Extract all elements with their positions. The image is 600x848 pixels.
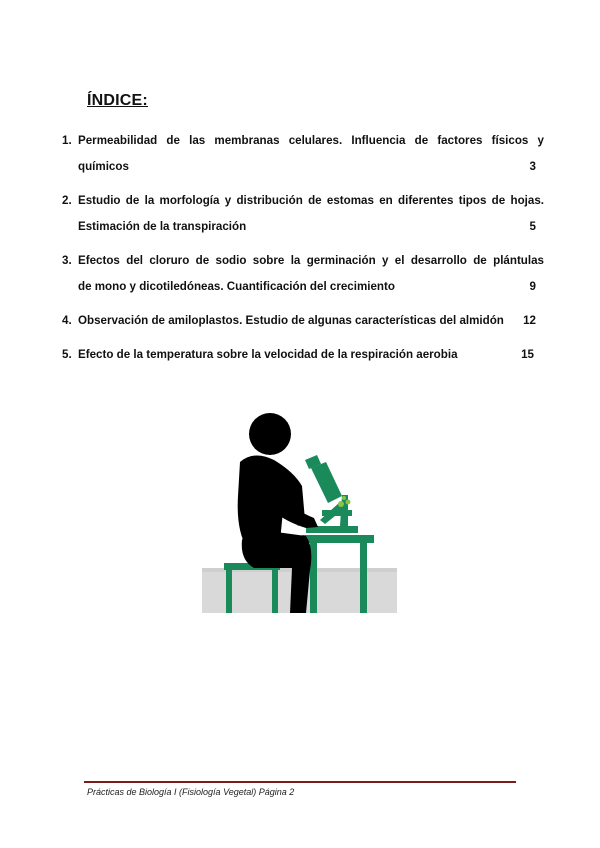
person-with-microscope-icon	[202, 400, 397, 613]
toc-page-number: 12	[523, 314, 536, 327]
toc-title-line1: Efecto de la temperatura sobre la velocidad de la respiración aerobia	[78, 348, 458, 361]
toc-number: 2.	[62, 194, 72, 207]
footer-rule	[84, 781, 516, 783]
toc-entry-1[interactable]	[62, 128, 544, 180]
toc-title-line1: Permeabilidad de las membranas celulares. Influencia de factores físicos y	[78, 134, 544, 147]
toc-page-number: 9	[529, 280, 536, 293]
toc-title-line2: de mono y dicotiledóneas. Cuantificación del crecimiento	[78, 280, 395, 293]
toc-title-line2: químicos	[78, 160, 129, 173]
toc-entry-3[interactable]	[62, 248, 544, 300]
toc-title-line1: Estudio de la morfología y distribución de estomas en diferentes tipos de hojas.	[78, 194, 544, 207]
table-of-contents	[62, 128, 544, 376]
toc-number: 1.	[62, 134, 72, 147]
toc-number: 5.	[62, 348, 72, 361]
toc-title-line1: Efectos del cloruro de sodio sobre la germinación y el desarrollo de plántulas	[78, 254, 544, 267]
toc-number: 4.	[62, 314, 72, 327]
index-heading: ÍNDICE:	[87, 92, 148, 109]
footer-text: Prácticas de Biología I (Fisiología Vegetal) Página 2	[87, 787, 295, 797]
toc-entry-4[interactable]	[62, 308, 544, 334]
toc-title-line2: Estimación de la transpiración	[78, 220, 247, 233]
toc-entry-5[interactable]	[62, 342, 544, 368]
toc-title-line1: Observación de amiloplastos. Estudio de algunas características del almidón	[78, 314, 504, 327]
toc-page-number: 15	[521, 348, 534, 361]
toc-entry-2[interactable]	[62, 188, 544, 240]
toc-page-number: 3	[529, 160, 536, 173]
toc-number: 3.	[62, 254, 72, 267]
toc-page-number: 5	[529, 220, 536, 233]
